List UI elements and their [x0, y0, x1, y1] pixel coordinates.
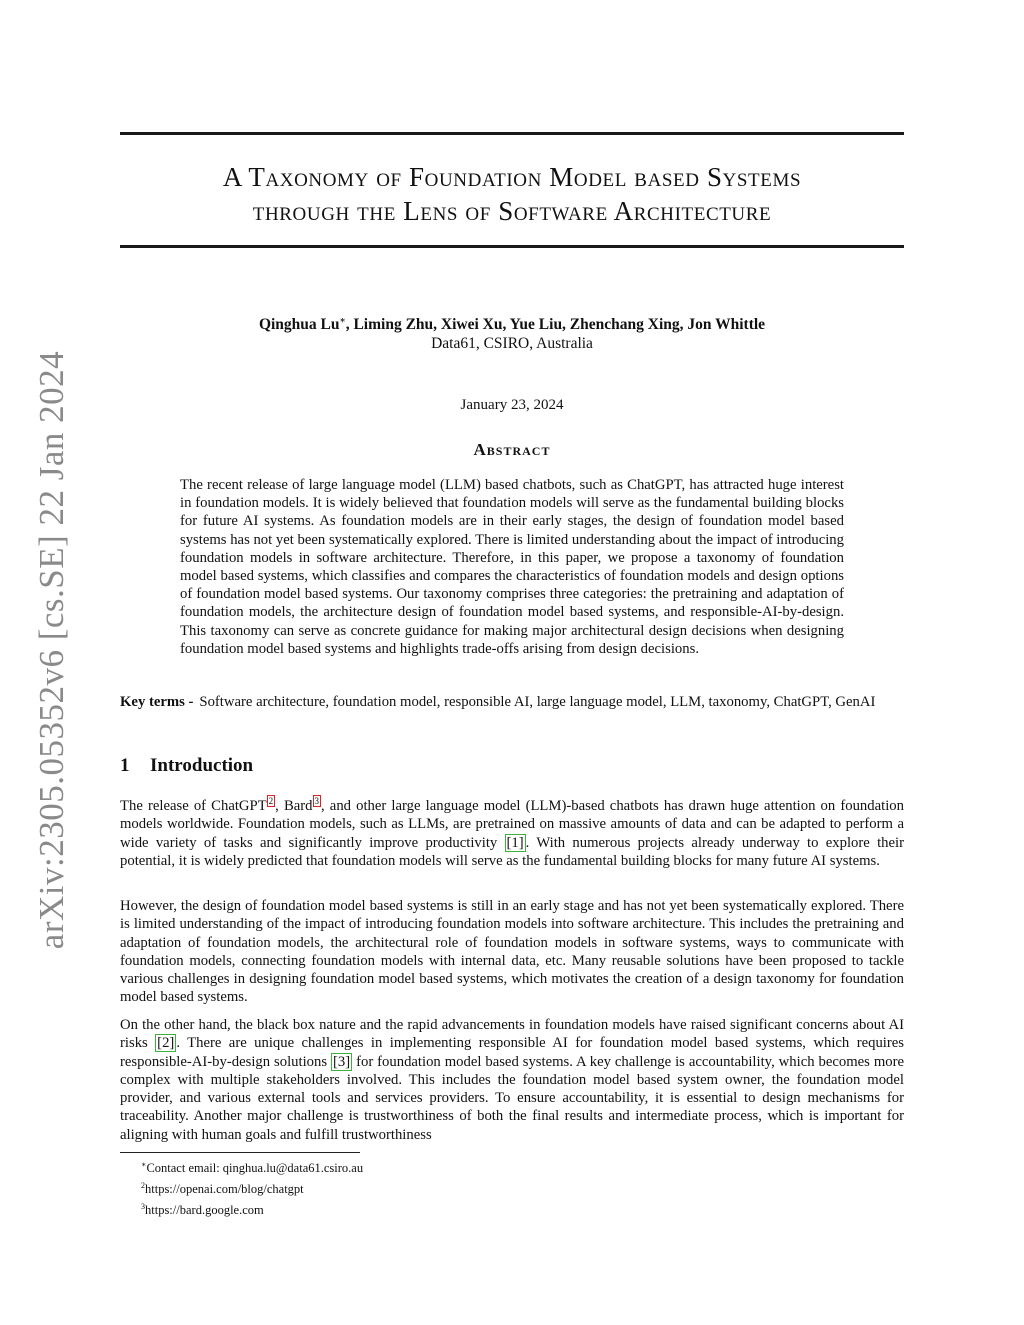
section-title: Introduction: [150, 755, 254, 776]
footnote-text[interactable]: Contact email: qinghua.lu@data61.csiro.au: [146, 1161, 364, 1176]
paragraph-text: . With numerous projects already underway to explore their potential, it is widely predicted that foundation models will serve as the fundamental building blocks for many future AI systems.: [120, 834, 904, 869]
key-terms-label: Key terms -: [120, 694, 194, 710]
intro-paragraph-3: [120, 1016, 904, 1144]
footnote-contact: [141, 1156, 363, 1177]
citation-link-3[interactable]: [3]: [333, 1053, 351, 1070]
affiliation: Data61, CSIRO, Australia: [431, 335, 593, 353]
intro-paragraph-1: [120, 797, 904, 870]
citation-link-2[interactable]: [2]: [157, 1035, 175, 1052]
footnote-mark: 2: [141, 1181, 145, 1191]
footnotes: [141, 1156, 363, 1219]
first-author: Qinghua Lu: [258, 316, 340, 334]
intro-paragraph-2: However, the design of foundation model based systems is still in an early stage and has not yet been systematically explored. There is limited understanding of the impact of introducing foundation models into software architecture. This includes the pretraining and adaptation of foundation models, the architectural role of foundation models in software systems, ways to communicate with foundation models, connecting foundation models with internal data, etc. Many reusable solutions have been proposed to tackle various challenges in designing foundation model based systems, which motivates the creation of a design taxonomy for foundation model based systems.: [120, 898, 904, 1006]
footnote-link-2[interactable]: 2: [268, 796, 274, 807]
footnote-url[interactable]: https://bard.google.com: [145, 1203, 264, 1218]
title-top-rule: [120, 132, 904, 135]
paragraph-text: On the other hand, the black box nature and the rapid advancements in foundation models have raised significant concerns about AI risks: [120, 1017, 904, 1052]
abstract-text: The recent release of large language model (LLM) based chatbots, such as ChatGPT, has attracted huge interest in foundation models. It is widely believed that foundation models will serve as the fundamental building blocks for future AI systems. As foundation models are in their early stages, the design of foundation model based systems has not yet been systematically explored. There is limited understanding about the impact of introducing foundation models in software architecture. Therefore, in this paper, we propose a taxonomy of foundation model based systems, which classifies and compares the characteristics of foundation models and design options of foundation model based systems. Our taxonomy comprises three categories: the pretraining and adaptation of foundation models, the architecture design of foundation model based systems, and responsible-AI-by-design. This taxonomy can serve as concrete guidance for making major architectural design decisions when designing foundation model based systems and highlights trade-offs arising from design decisions.: [180, 477, 844, 657]
section-number: 1: [120, 755, 130, 776]
footnote-mark: ∗: [141, 1160, 147, 1169]
section-heading-introduction: [120, 755, 253, 777]
arxiv-identifier-stamp: arXiv:2305.05352v6 [cs.SE] 22 Jan 2024: [32, 350, 71, 950]
author-list: [259, 316, 765, 333]
footnote-rule: [120, 1152, 360, 1153]
footnote-mark: 3: [141, 1202, 145, 1212]
citation-link-1[interactable]: [1]: [506, 834, 524, 851]
title-bottom-rule: [120, 245, 904, 248]
key-terms-text: Software architecture, foundation model, responsible AI, large language model, LLM, taxonomy, ChatGPT, GenAI: [199, 694, 876, 710]
footnote-chatgpt: [141, 1177, 363, 1198]
paragraph-text: , Bard: [275, 798, 313, 814]
corresponding-author-mark[interactable]: ∗: [339, 315, 346, 325]
abstract-heading: Abstract: [473, 440, 551, 459]
paragraph-text: . There are unique challenges in implementing responsible AI for foundation model based systems, which requires responsible-AI-by-design solutions: [120, 1035, 904, 1070]
paragraph-text: , and other large language model (LLM)-based chatbots has drawn huge attention on foundation models worldwide. Foundation models, such as LLMs, are pretrained on massive amounts of data and can be adapted to perform a wide variety of tasks and significantly improve productivity: [120, 798, 904, 851]
other-authors: , Liming Zhu, Xiwei Xu, Yue Liu, Zhenchang Xing, Jon Whittle: [345, 316, 766, 334]
paper-date: January 23, 2024: [460, 397, 564, 413]
paragraph-text: for foundation model based systems. A key challenge is accountability, which becomes more complex with multiple stakeholders involved. This includes the foundation model based system owner, the foundation model provider, and various external tools and services providers. To ensure accountability, it is essential to design mechanisms for traceability. Another major challenge is trustworthiness of both the final results and intermediate process, which is important for aligning with human goals and fulfill trustworthiness: [120, 1053, 904, 1143]
author-block: [120, 311, 904, 353]
footnote-link-3[interactable]: 3: [314, 796, 320, 807]
paper-title: [120, 160, 904, 228]
paragraph-text: The release of ChatGPT: [120, 798, 267, 814]
title-line-1: A Taxonomy of Foundation Model based Systems: [222, 162, 802, 192]
title-line-2: through the Lens of Software Architecture: [252, 196, 772, 226]
key-terms: [120, 693, 904, 711]
footnote-bard: [141, 1198, 363, 1219]
footnote-url[interactable]: https://openai.com/blog/chatgpt: [145, 1182, 304, 1197]
